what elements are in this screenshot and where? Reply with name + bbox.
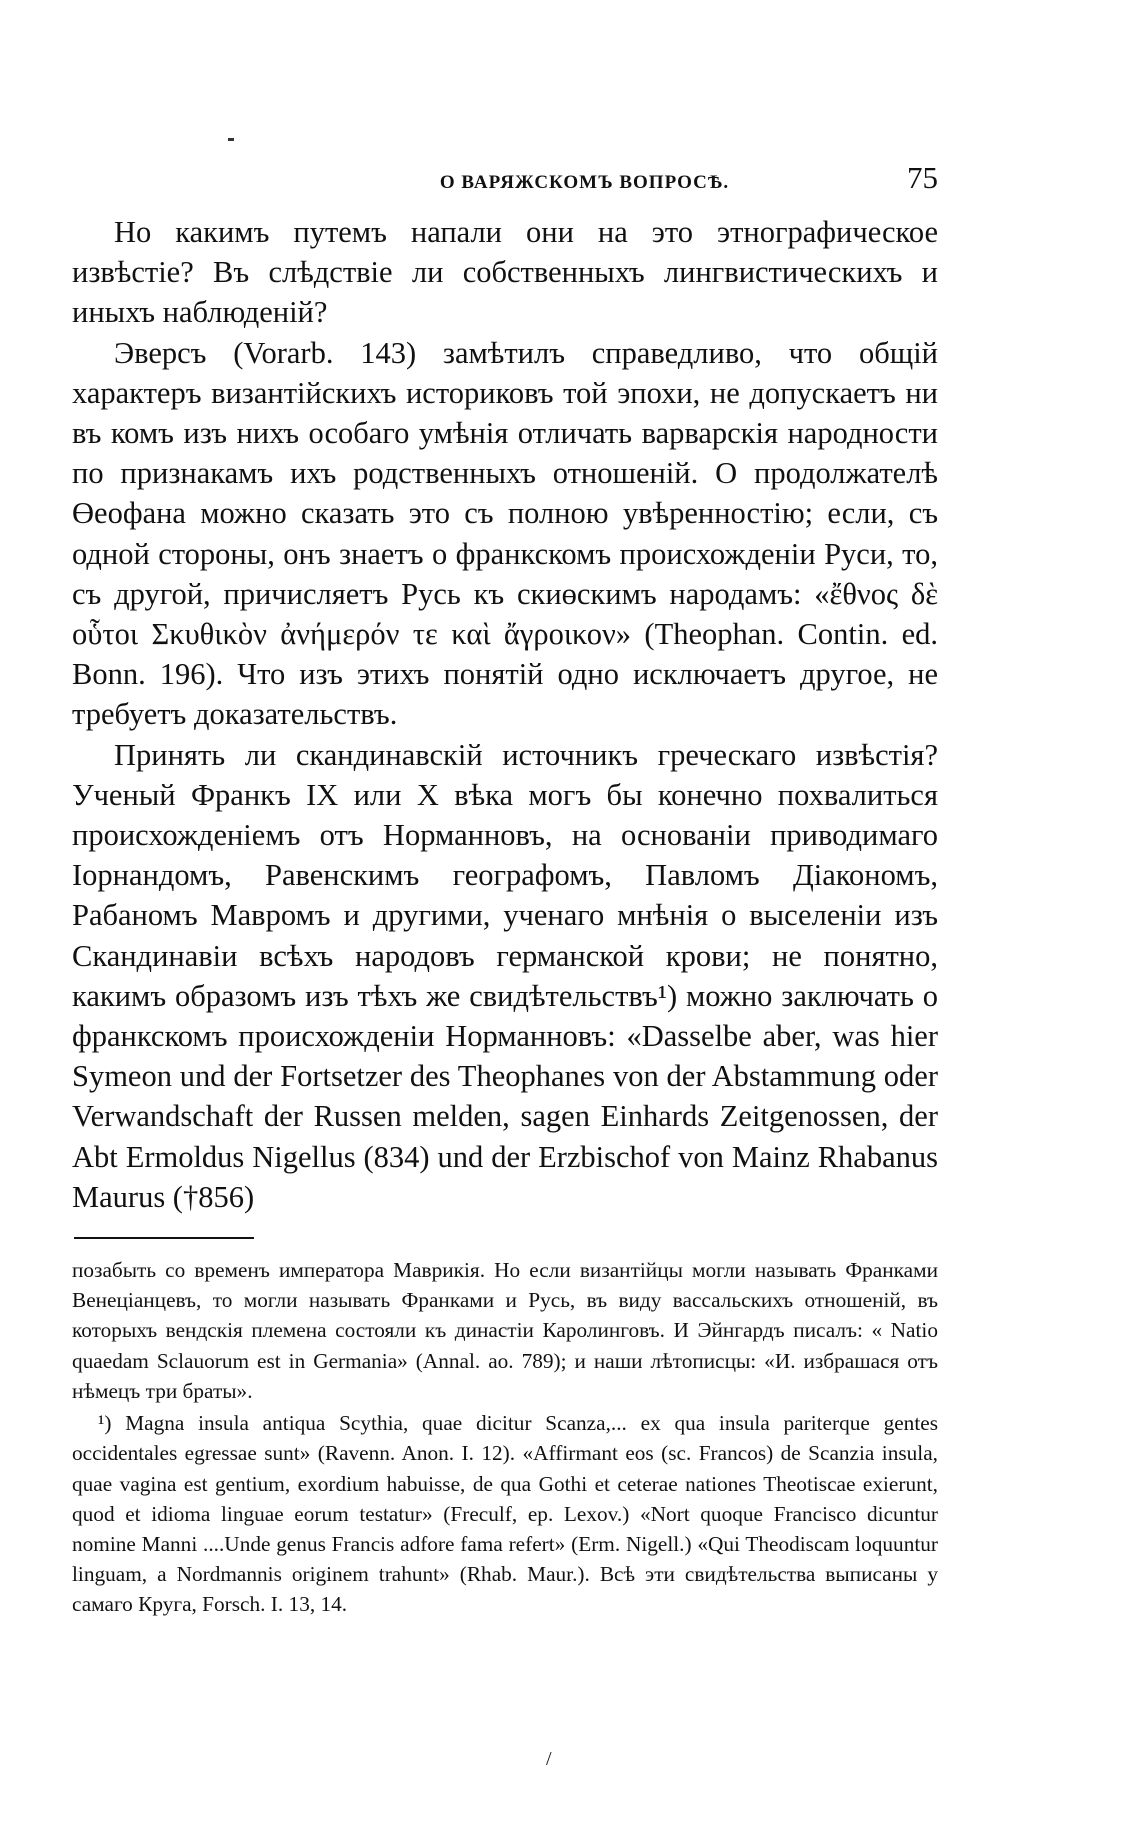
print-speck [228,138,234,141]
paragraph-1: Но какимъ путемъ напали они на это этнографическое извѣстіе? Въ слѣдствіе ли собственныхъ лингвистическихъ и иныхъ наблюденій? [72,215,938,330]
footnotes [72,1255,938,1619]
page-header [102,160,938,206]
footnote-1: ¹) Magna insula antiqua Scythia, quae dicitur Scanza,... ex qua insula pariterque gentes occidentales egressae sunt» (Ravenn. Anon. I. 12). «Affirmant eos (sc. Francos) de Scanzia insula, quae vagina est gentium, exordium habuisse, de qua Gothi et ceterae nationes Theotiscae exierunt, quod et idioma linguae eorum testatur» (Freculf, ep. Lexov.) «Nort quoque Francisco dicuntur nomine Manni ....Unde genus Francis adfore fama refert» (Erm. Nigell.) «Qui Theodiscam loquuntur linguam, a Nordmannis originem trahunt» (Rhab. Maur.). Всѣ эти свидѣтельства выписаны у самаго Круга, Forsch. I. 13, 14. [72,1411,938,1617]
bottom-mark: / [546,1748,552,1770]
paragraph-3: Принять ли скандинавскій источникъ греческаго извѣстія? Ученый Франкъ IX или X вѣка могъ бы конечно похвалиться происхожденіемъ отъ Норманновъ, на основаніи приводимаго Іорнандомъ, Равенскимъ географомъ, Павломъ Діакономъ, Рабаномъ Мавромъ и другими, ученаго мнѣнія о выселеніи изъ Скандинавіи всѣхъ народовъ германской крови; не понятно, какимъ образомъ изъ тѣхъ же свидѣтельствъ¹) можно заключать о франкскомъ происхожденіи Норманновъ: «Dasselbe aber, was hier Symeon und der Fortsetzer des Theophanes von der Abstammung oder Verwandschaft der Russen melden, sagen Einhards Zeitgenossen, der Abt Ermoldus Nigellus (834) und der Erzbischof von Mainz Rhabanus Maurus (†856) [72,737,938,1214]
running-head: О ВАРЯЖСКОМЪ ВОПРОСѢ. [439,172,730,193]
paragraph-2: Эверсъ (Vorarb. 143) замѣтилъ справедливо, что общій характеръ византійскихъ историковъ той эпохи, не допускаетъ ни въ комъ изъ нихъ особаго умѣнія отличать варварскія народности по признакамъ ихъ родственныхъ отношеній. О продолжателѣ Өеофана можно сказать это съ полною увѣренностію; если, съ одной стороны, онъ знаетъ о франкскомъ происхожденіи Руси, то, съ другой, причисляетъ Русь къ скиөскимъ народамъ: «ἔθνος δὲ οὗτοι Σκυθικὸν ἀνήμερόν τε καὶ ἄγροικον» (Theophan. Contin. ed. Bonn. 196). Что изъ этихъ понятій одно исключаетъ другое, не требуетъ доказательствъ. [72,335,938,732]
footnote-continued: позабыть со временъ императора Маврикія. Но если византійцы могли называть Франками Венеціанцевъ, то могли называть Франками и Русь, въ виду вассальскихъ отношеній, въ которыхъ вендскія племена состояли къ династіи Каролинговъ. И Эйнгардъ писалъ: « Natio quaedam Sclauorum est in Germania» (Annal. ao. 789); и наши лѣтописцы: «И. избрашася отъ нѣмецъ три браты». [72,1258,938,1403]
footnote-divider [74,1237,254,1239]
page-number: 75 [907,160,938,195]
main-text [72,212,938,1217]
book-page [72,160,938,1620]
